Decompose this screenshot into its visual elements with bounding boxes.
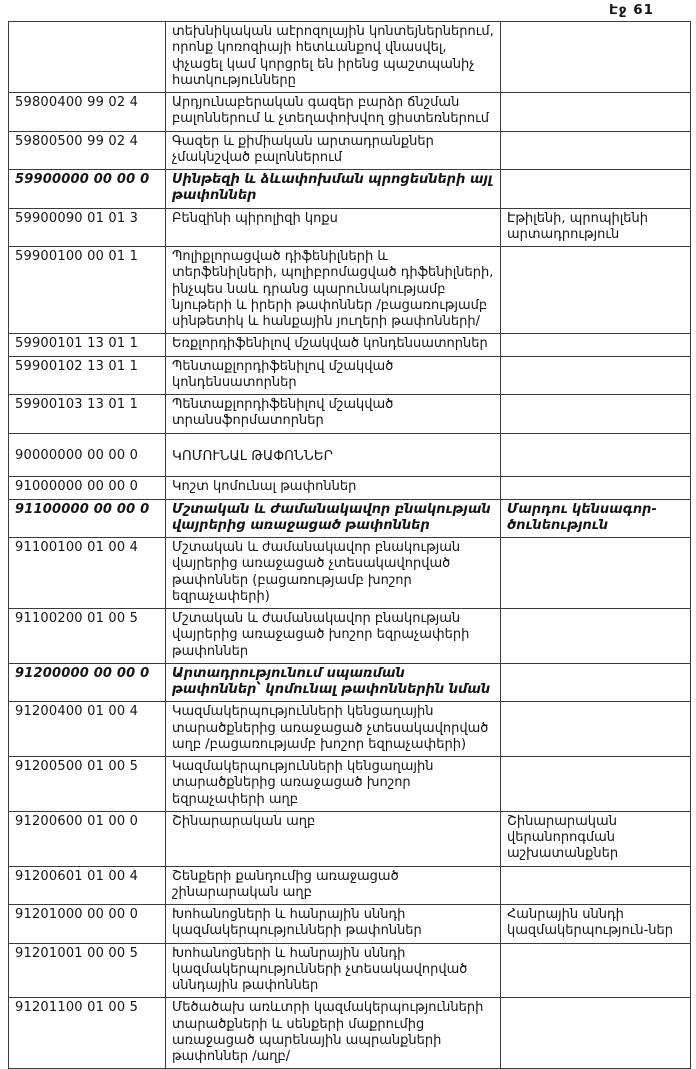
table-row (9, 702, 691, 757)
table-row (9, 131, 691, 170)
description-cell: Խոհանոցների և հանրային սննդի կազմակերպությունների թափոններ (166, 905, 501, 944)
description-cell: տեխնիկական աէրոզոլային կոնտեյներներում, որոնք կոռոզիայի հետևանքով վնասվել, փչացել կամ կորցրել են իրենց պաշտպանիչ հատկությունները (166, 22, 501, 93)
table-row (9, 395, 691, 434)
note-cell: Հանրային սննդի կազմակերպություն-ներ (501, 905, 691, 944)
description-cell: Մշտական և ժամանակավոր բնակության վայրերից առաջացած չտեսակավորված թափոններ (բացառությամբ խոշոր եզրաչափերի) (166, 538, 501, 609)
description-cell: Շենքերի քանդումից առաջացած շինարարական աղբ (166, 866, 501, 905)
table-row (9, 22, 691, 93)
code-cell: 59900000 00 00 0 (9, 170, 166, 209)
table-row (9, 866, 691, 905)
table-row (9, 998, 691, 1069)
waste-table-body (9, 22, 691, 1069)
description-cell: Պենտաքլորդիֆենիլով մշակված կոնդենսատորներ (166, 356, 501, 395)
table-row (9, 811, 691, 866)
code-cell: 91200601 01 00 4 (9, 866, 166, 905)
code-cell: 59900090 01 01 3 (9, 208, 166, 247)
note-cell: Էթիլենի, պրոպիլենի արտադրություն (501, 208, 691, 247)
description-cell: Արդյունաբերական գազեր բարձր ճնշման բալոններում և չտեղափոխվող ցիստեռներում (166, 93, 501, 132)
table-row (9, 334, 691, 356)
table-row (9, 477, 691, 499)
code-cell: 91201100 01 00 5 (9, 998, 166, 1069)
description-cell: Մշտական և ժամանակավոր բնակության վայրերից առաջացած թափոններ (166, 499, 501, 538)
description-cell: Արտադրությունում սպառման թափոններ՝ կոմունալ թափոններին նման (166, 663, 501, 702)
note-cell (501, 609, 691, 664)
note-cell (501, 477, 691, 499)
code-cell: 91100200 01 00 5 (9, 609, 166, 664)
table-row (9, 208, 691, 247)
code-cell: 59900102 13 01 1 (9, 356, 166, 395)
code-cell: 91100000 00 00 0 (9, 499, 166, 538)
table-row (9, 538, 691, 609)
code-cell: 59900103 13 01 1 (9, 395, 166, 434)
note-cell (501, 663, 691, 702)
table-row (9, 93, 691, 132)
code-cell: 91000000 00 00 0 (9, 477, 166, 499)
description-cell: Խոհանոցների և հանրային սննդի կազմակերպությունների չտեսակավորված սննդային թափոններ (166, 943, 501, 998)
table-row (9, 663, 691, 702)
code-cell: 91201001 00 00 5 (9, 943, 166, 998)
code-cell: 91200000 00 00 0 (9, 663, 166, 702)
note-cell (501, 998, 691, 1069)
note-cell (501, 131, 691, 170)
note-cell (501, 395, 691, 434)
code-cell: 91100100 01 00 4 (9, 538, 166, 609)
code-cell: 91200400 01 00 4 (9, 702, 166, 757)
note-cell (501, 334, 691, 356)
table-row (9, 499, 691, 538)
description-cell: Սինթեզի և ձևափոխման պրոցեսների այլ թափոններ (166, 170, 501, 209)
note-cell (501, 433, 691, 477)
note-cell (501, 247, 691, 334)
note-cell (501, 170, 691, 209)
code-cell: 59900100 00 01 1 (9, 247, 166, 334)
note-cell (501, 356, 691, 395)
description-cell: Բենզինի պիրոլիզի կոքս (166, 208, 501, 247)
code-cell: 90000000 00 00 0 (9, 433, 166, 477)
waste-classification-table (8, 21, 691, 1069)
code-cell: 91201000 00 00 0 (9, 905, 166, 944)
note-cell (501, 702, 691, 757)
note-cell: Շինարարական վերանորոգման աշխատանքներ (501, 811, 691, 866)
note-cell (501, 93, 691, 132)
code-cell: 59800400 99 02 4 (9, 93, 166, 132)
description-cell: Մշտական և ժամանակավոր բնակության վայրերից առաջացած խոշոր եզրաչափերի թափոններ (166, 609, 501, 664)
table-row (9, 170, 691, 209)
code-cell: 59800500 99 02 4 (9, 131, 166, 170)
description-cell: Գազեր և քիմիական արտադրանքներ չմակնշված բալոններում (166, 131, 501, 170)
note-cell (501, 757, 691, 812)
table-row (9, 247, 691, 334)
table-row (9, 356, 691, 395)
description-cell: Եռքլորդիֆենիլով մշակված կոնդենսատորներ (166, 334, 501, 356)
description-cell: Մեծածախ առևտրի կազմակերպությունների տարածքների և սենքերի մաքրումից առաջացած պարենային ապրանքների թափոններ /աղբ/ (166, 998, 501, 1069)
code-cell: 91200500 01 00 5 (9, 757, 166, 812)
page-number: Էջ 61 (608, 2, 654, 18)
description-cell: Կոշտ կոմունալ թափոններ (166, 477, 501, 499)
description-cell: Շինարարական աղբ (166, 811, 501, 866)
code-cell (9, 22, 166, 93)
code-cell: 59900101 13 01 1 (9, 334, 166, 356)
description-cell: Պոլիքլորացված դիֆենիլների և տերֆենիլների, պոլիբրոմացված դիֆենիլների, ինչպես նաև դրանց պարունակությամբ նյութերի և իրերի թափոններ /բացառությամբ սինթետիկ և հանքային յուղերի թափոնների/ (166, 247, 501, 334)
table-row (9, 943, 691, 998)
code-cell: 91200600 01 00 0 (9, 811, 166, 866)
description-cell: Կազմակերպությունների կենցաղային տարածքներից առաջացած խոշոր եզրաչափերի աղբ (166, 757, 501, 812)
table-row (9, 609, 691, 664)
note-cell (501, 943, 691, 998)
note-cell (501, 866, 691, 905)
note-cell (501, 538, 691, 609)
table-row (9, 905, 691, 944)
note-cell (501, 22, 691, 93)
note-cell: Մարդու կենսագոր-ծունեություն (501, 499, 691, 538)
description-cell: Կազմակերպությունների կենցաղային տարածքներից առաջացած չտեսակավորված աղբ /բացառությամբ խոշոր եզրաչափերի) (166, 702, 501, 757)
table-row (9, 757, 691, 812)
description-cell: Պենտաքլորդիֆենիլով մշակված տրանսֆորմատորներ (166, 395, 501, 434)
table-row (9, 433, 691, 477)
description-cell: ԿՈՄՈՒՆԱԼ ԹԱՓՈՆՆԵՐ (166, 433, 501, 477)
